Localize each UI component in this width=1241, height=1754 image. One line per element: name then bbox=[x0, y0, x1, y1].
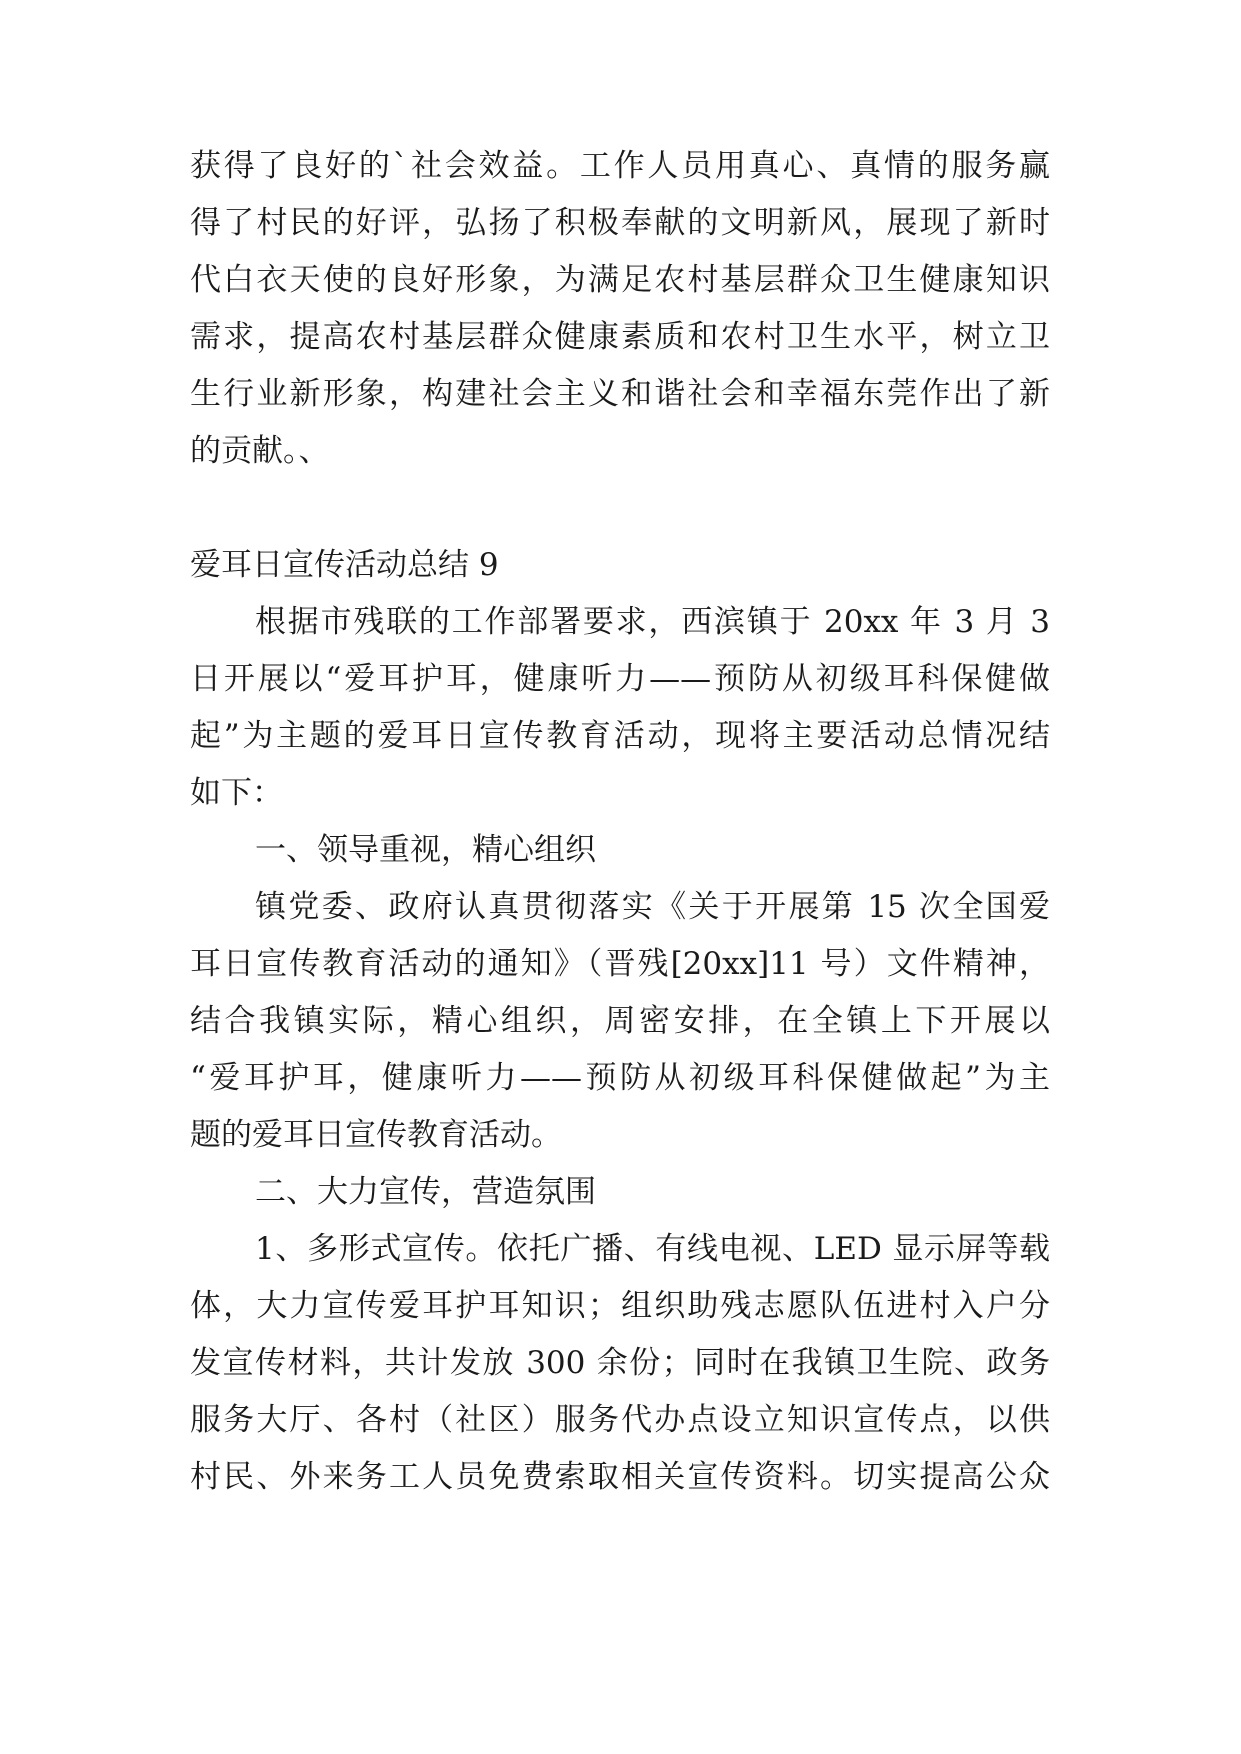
paragraph-line: 起”为主题的爱耳日宣传教育活动，现将主要活动总情况结 bbox=[190, 718, 1050, 754]
paragraph-line: 结合我镇实际，精心组织，周密安排，在全镇上下开展以 bbox=[190, 1003, 1050, 1039]
paragraph-line: “爱耳护耳，健康听力——预防从初级耳科保健做起”为主 bbox=[190, 1060, 1050, 1096]
paragraph-line: 镇党委、政府认真贯彻落实《关于开展第 15 次全国爱 bbox=[255, 889, 1050, 925]
subheading: 一、领导重视，精心组织 bbox=[255, 832, 596, 868]
paragraph-line: 体，大力宣传爱耳护耳知识；组织助残志愿队伍进村入户分 bbox=[190, 1288, 1050, 1324]
paragraph-line: 的贡献。、 bbox=[190, 433, 330, 469]
paragraph-line: 发宣传材料，共计发放 300 余份；同时在我镇卫生院、政务 bbox=[190, 1345, 1050, 1381]
paragraph-line: 题的爱耳日宣传教育活动。 bbox=[190, 1117, 562, 1153]
paragraph-line: 需求，提高农村基层群众健康素质和农村卫生水平，树立卫 bbox=[190, 319, 1050, 355]
paragraph-line: 生行业新形象，构建社会主义和谐社会和幸福东莞作出了新 bbox=[190, 376, 1050, 412]
paragraph-line: 获得了良好的`社会效益。工作人员用真心、真情的服务赢 bbox=[190, 148, 1050, 184]
paragraph-line: 如下： bbox=[190, 775, 283, 811]
paragraph-line: 代白衣天使的良好形象，为满足农村基层群众卫生健康知识 bbox=[190, 262, 1050, 298]
paragraph-line: 服务大厅、各村（社区）服务代办点设立知识宣传点，以供 bbox=[190, 1402, 1050, 1438]
paragraph-line: 日开展以“爱耳护耳，健康听力——预防从初级耳科保健做 bbox=[190, 661, 1050, 697]
paragraph-line: 村民、外来务工人员免费索取相关宣传资料。切实提高公众 bbox=[190, 1459, 1050, 1495]
section-title: 爱耳日宣传活动总结 9 bbox=[190, 547, 499, 583]
paragraph-line: 耳日宣传教育活动的通知》（晋残[20xx]11 号）文件精神， bbox=[190, 946, 1050, 982]
paragraph-line: 根据市残联的工作部署要求，西滨镇于 20xx 年 3 月 3 bbox=[255, 604, 1050, 640]
paragraph-line: 得了村民的好评，弘扬了积极奉献的文明新风，展现了新时 bbox=[190, 205, 1050, 241]
paragraph-line: 1、多形式宣传。依托广播、有线电视、LED 显示屏等载 bbox=[255, 1231, 1050, 1267]
subheading: 二、大力宣传，营造氛围 bbox=[255, 1174, 596, 1210]
